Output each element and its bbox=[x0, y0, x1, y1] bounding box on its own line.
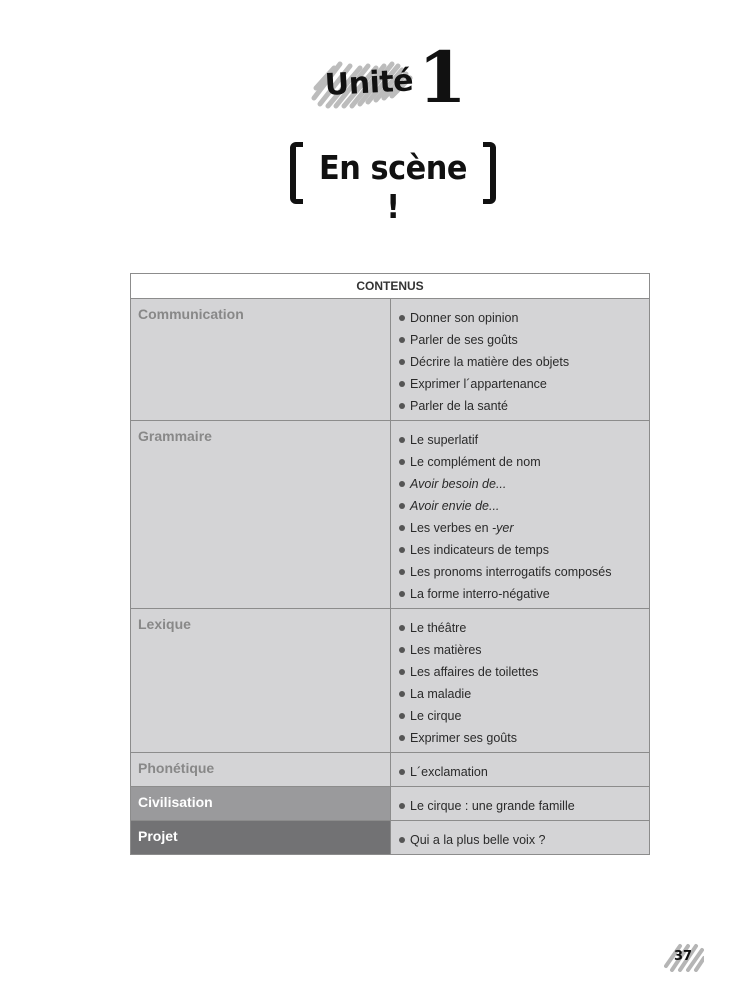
list-item-text: Les pronoms interrogatifs composés bbox=[410, 565, 612, 579]
list-item bbox=[399, 795, 641, 817]
category-label: Projet bbox=[131, 821, 391, 854]
list-item bbox=[399, 351, 641, 373]
unit-number: 1 bbox=[418, 36, 467, 119]
bullet-icon bbox=[399, 437, 405, 443]
list-item bbox=[399, 517, 641, 539]
list-item bbox=[399, 539, 641, 561]
bullet-icon bbox=[399, 459, 405, 465]
table-row bbox=[131, 421, 649, 609]
page-number-badge bbox=[664, 942, 704, 972]
item-list bbox=[391, 299, 649, 420]
right-bracket-icon bbox=[483, 142, 496, 204]
list-item-suffix: -yer bbox=[492, 521, 514, 535]
contents-table bbox=[130, 273, 650, 855]
bullet-icon bbox=[399, 569, 405, 575]
list-item-text: La forme interro-négative bbox=[410, 587, 550, 601]
item-list bbox=[391, 421, 649, 608]
category-label: Phonétique bbox=[131, 753, 391, 786]
list-item bbox=[399, 329, 641, 351]
bullet-icon bbox=[399, 669, 405, 675]
bullet-icon bbox=[399, 591, 405, 597]
list-item bbox=[399, 451, 641, 473]
list-item-text: Exprimer l´appartenance bbox=[410, 377, 547, 391]
list-item-text: Les indicateurs de temps bbox=[410, 543, 549, 557]
list-item-text: Le cirque : une grande famille bbox=[410, 799, 575, 813]
list-item bbox=[399, 373, 641, 395]
bullet-icon bbox=[399, 315, 405, 321]
list-item bbox=[399, 829, 641, 851]
list-item-text: Exprimer ses goûts bbox=[410, 731, 517, 745]
item-list bbox=[391, 787, 649, 820]
bullet-icon bbox=[399, 547, 405, 553]
list-item bbox=[399, 661, 641, 683]
bullet-icon bbox=[399, 803, 405, 809]
list-item-text: Le cirque bbox=[410, 709, 462, 723]
table-row bbox=[131, 299, 649, 421]
list-item bbox=[399, 639, 641, 661]
page-title bbox=[290, 142, 496, 226]
table-header: CONTENUS bbox=[131, 274, 649, 299]
bullet-icon bbox=[399, 359, 405, 365]
unit-label bbox=[310, 58, 422, 110]
left-bracket-icon bbox=[290, 142, 303, 204]
bullet-icon bbox=[399, 381, 405, 387]
table-row bbox=[131, 609, 649, 753]
table-body bbox=[131, 299, 649, 854]
list-item-text: Donner son opinion bbox=[410, 311, 519, 325]
category-label: Grammaire bbox=[131, 421, 391, 608]
list-item bbox=[399, 473, 641, 495]
list-item bbox=[399, 705, 641, 727]
list-item-text: Parler de la santé bbox=[410, 399, 508, 413]
list-item-text: Les verbes en bbox=[410, 521, 492, 535]
list-item-text: L´exclamation bbox=[410, 765, 488, 779]
bullet-icon bbox=[399, 503, 405, 509]
list-item-text: Qui a la plus belle voix ? bbox=[410, 833, 546, 847]
item-list bbox=[391, 609, 649, 752]
list-item-text: Avoir besoin de... bbox=[410, 477, 507, 491]
list-item bbox=[399, 429, 641, 451]
category-label: Communication bbox=[131, 299, 391, 420]
unit-header bbox=[0, 38, 754, 118]
list-item-text: Le complément de nom bbox=[410, 455, 541, 469]
list-item bbox=[399, 561, 641, 583]
list-item-text: Le théâtre bbox=[410, 621, 467, 635]
list-item bbox=[399, 395, 641, 417]
category-label: Civilisation bbox=[131, 787, 391, 820]
bullet-icon bbox=[399, 481, 405, 487]
table-row bbox=[131, 753, 649, 787]
category-label: Lexique bbox=[131, 609, 391, 752]
bullet-icon bbox=[399, 625, 405, 631]
list-item-text: Avoir envie de... bbox=[410, 499, 500, 513]
list-item-text: Les affaires de toilettes bbox=[410, 665, 539, 679]
list-item bbox=[399, 307, 641, 329]
list-item bbox=[399, 617, 641, 639]
list-item bbox=[399, 583, 641, 605]
bullet-icon bbox=[399, 713, 405, 719]
unit-word: Unité bbox=[324, 63, 414, 103]
bullet-icon bbox=[399, 837, 405, 843]
bullet-icon bbox=[399, 735, 405, 741]
list-item bbox=[399, 683, 641, 705]
bullet-icon bbox=[399, 647, 405, 653]
list-item bbox=[399, 495, 641, 517]
list-item-text: Le superlatif bbox=[410, 433, 479, 447]
bullet-icon bbox=[399, 525, 405, 531]
list-item-text: Parler de ses goûts bbox=[410, 333, 518, 347]
item-list bbox=[391, 753, 649, 786]
bullet-icon bbox=[399, 769, 405, 775]
bullet-icon bbox=[399, 337, 405, 343]
list-item-text: Les matières bbox=[410, 643, 482, 657]
list-item-text: La maladie bbox=[410, 687, 472, 701]
bullet-icon bbox=[399, 691, 405, 697]
title-text: En scène ! bbox=[318, 148, 468, 226]
item-list bbox=[391, 821, 649, 854]
list-item-text: Décrire la matière des objets bbox=[410, 355, 570, 369]
table-row bbox=[131, 821, 649, 854]
list-item bbox=[399, 727, 641, 749]
table-row bbox=[131, 787, 649, 821]
bullet-icon bbox=[399, 403, 405, 409]
list-item bbox=[399, 761, 641, 783]
page-number: 37 bbox=[674, 949, 693, 964]
